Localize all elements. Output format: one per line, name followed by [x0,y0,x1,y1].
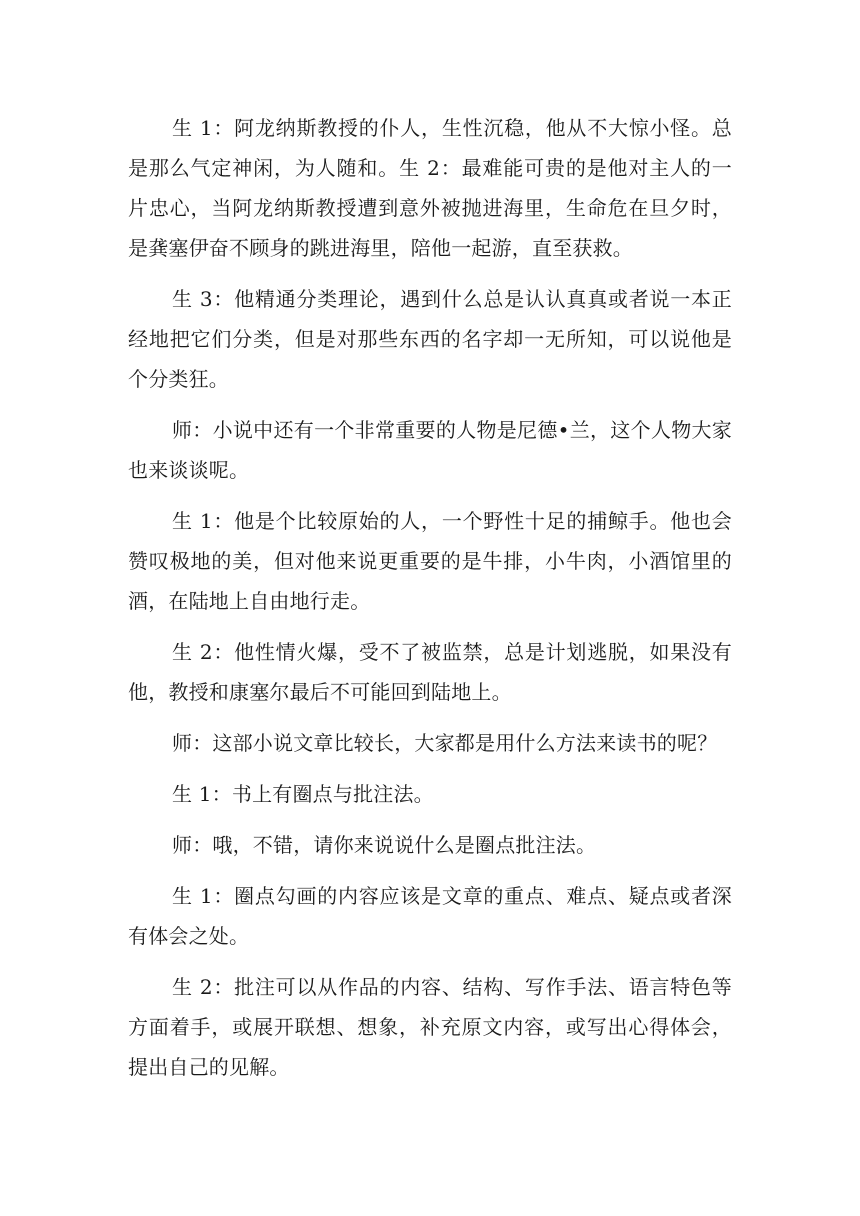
paragraph: 生 1：阿龙纳斯教授的仆人，生性沉稳，他从不大惊小怪。总是那么气定神闲，为人随和。生 2：最难能可贵的是他对主人的一片忠心，当阿龙纳斯教授遭到意外被抛进海里，生命危在旦夕时，是龚塞伊奋不顾身的跳进海里，陪他一起游，直至获救。 [128,116,732,260]
paragraph: 生 1：圈点勾画的内容应该是文章的重点、难点、疑点或者深有体会之处。 [128,884,732,948]
paragraph: 生 1：书上有圈点与批注法。 [172,782,434,806]
paragraph: 生 2：批注可以从作品的内容、结构、写作手法、语言特色等方面着手，或展开联想、想象，补充原文内容，或写出心得体会，提出自己的见解。 [128,975,732,1079]
paragraph: 师：小说中还有一个非常重要的人物是尼德•兰，这个人物大家也来谈谈呢。 [128,418,732,482]
paragraph: 师：哦，不错，请你来说说什么是圈点批注法。 [172,833,597,857]
paragraph: 生 1：他是个比较原始的人，一个野性十足的捕鲸手。他也会赞叹极地的美，但对他来说更重要的是牛排，小牛肉，小酒馆里的酒，在陆地上自由地行走。 [128,509,732,613]
paragraph: 生 2：他性情火爆，受不了被监禁，总是计划逃脱，如果没有他，教授和康塞尔最后不可能回到陆地上。 [128,640,732,704]
paragraph: 生 3：他精通分类理论，遇到什么总是认认真真或者说一本正经地把它们分类，但是对那些东西的名字却一无所知，可以说他是个分类狂。 [128,287,732,391]
document-body [128,108,732,1098]
paragraph: 师：这部小说文章比较长，大家都是用什么方法来读书的呢？ [172,731,718,755]
